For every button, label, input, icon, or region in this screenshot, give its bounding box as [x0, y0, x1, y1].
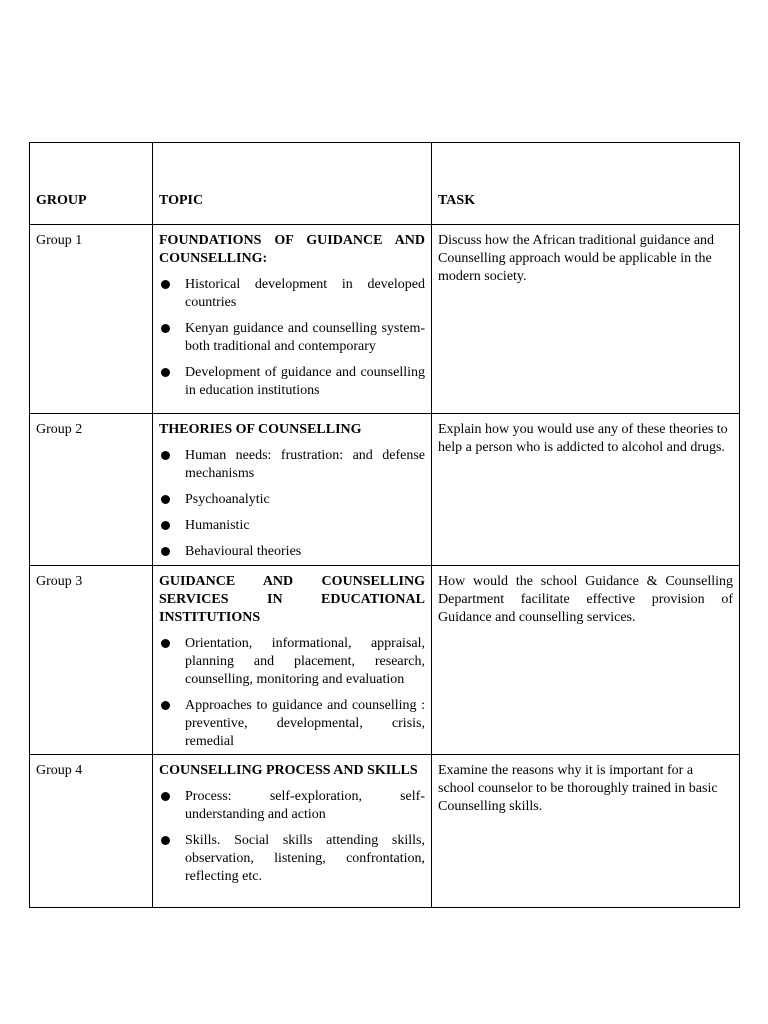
bullet-text: Kenyan guidance and counselling system- both traditional and contemporary	[185, 321, 425, 354]
list-item	[159, 517, 425, 535]
bullet-text: Historical development in developed countries	[185, 277, 425, 310]
topic-cell	[153, 755, 432, 908]
group-cell	[30, 414, 153, 566]
table-row	[30, 566, 740, 755]
list-item	[159, 491, 425, 509]
topic-cell	[153, 225, 432, 414]
task-cell	[432, 225, 740, 414]
task-cell	[432, 566, 740, 755]
bullet-dot-icon	[161, 792, 170, 801]
bullet-text: Development of guidance and counselling in education institutions	[185, 365, 425, 398]
bullet-dot-icon	[161, 368, 170, 377]
group-label: Group 4	[36, 763, 83, 778]
topic-bullet-list	[159, 788, 425, 886]
bullet-text: Behavioural theories	[185, 544, 302, 559]
bullet-dot-icon	[161, 324, 170, 333]
group-label: Group 2	[36, 422, 83, 437]
bullet-dot-icon	[161, 639, 170, 648]
list-item	[159, 788, 425, 824]
bullet-text: Humanistic	[185, 518, 250, 533]
topic-bullet-list	[159, 635, 425, 751]
list-item	[159, 320, 425, 356]
header-group: GROUP	[30, 143, 153, 225]
header-topic: TOPIC	[153, 143, 432, 225]
group-assignment-table	[29, 142, 740, 908]
topic-cell	[153, 414, 432, 566]
task-text: Discuss how the African traditional guidance and Counselling approach would be applicable in the modern society.	[438, 233, 715, 284]
table-row	[30, 225, 740, 414]
task-cell	[432, 414, 740, 566]
bullet-dot-icon	[161, 836, 170, 845]
list-item	[159, 276, 425, 312]
group-cell	[30, 566, 153, 755]
bullet-text: Orientation, informational, appraisal, planning and placement, research, counselling, monitoring and evaluation	[185, 636, 425, 687]
group-label: Group 3	[36, 574, 83, 589]
bullet-text: Approaches to guidance and counselling : preventive, developmental, crisis, remedial	[185, 698, 425, 749]
group-label: Group 1	[36, 233, 83, 248]
topic-title: FOUNDATIONS OF GUIDANCE AND COUNSELLING:	[159, 233, 425, 266]
table-header-row	[30, 143, 740, 225]
list-item	[159, 364, 425, 400]
topic-title: THEORIES OF COUNSELLING	[159, 422, 362, 437]
group-cell	[30, 225, 153, 414]
bullet-dot-icon	[161, 451, 170, 460]
group-cell	[30, 755, 153, 908]
bullet-dot-icon	[161, 701, 170, 710]
task-cell	[432, 755, 740, 908]
topic-bullet-list	[159, 447, 425, 561]
bullet-dot-icon	[161, 521, 170, 530]
bullet-text: Psychoanalytic	[185, 492, 270, 507]
header-task: TASK	[432, 143, 740, 225]
topic-title: COUNSELLING PROCESS AND SKILLS	[159, 763, 418, 778]
list-item	[159, 635, 425, 689]
topic-cell	[153, 566, 432, 755]
bullet-text: Skills. Social skills attending skills, observation, listening, confrontation, reflecting etc.	[185, 833, 425, 884]
bullet-text: Process: self-exploration, self-understanding and action	[185, 789, 425, 822]
bullet-dot-icon	[161, 495, 170, 504]
task-text: Explain how you would use any of these theories to help a person who is addicted to alcohol and drugs.	[438, 422, 728, 455]
list-item	[159, 832, 425, 886]
bullet-dot-icon	[161, 280, 170, 289]
topic-title: GUIDANCE AND COUNSELLING SERVICES IN EDUCATIONAL INSTITUTIONS	[159, 574, 425, 625]
topic-bullet-list	[159, 276, 425, 400]
table-row	[30, 414, 740, 566]
list-item	[159, 697, 425, 751]
list-item	[159, 447, 425, 483]
table-row	[30, 755, 740, 908]
bullet-dot-icon	[161, 547, 170, 556]
list-item	[159, 543, 425, 561]
bullet-text: Human needs: frustration: and defense mechanisms	[185, 448, 425, 481]
task-text: How would the school Guidance & Counselling Department facilitate effective provision of Guidance and counselling services.	[438, 574, 733, 625]
task-text: Examine the reasons why it is important for a school counselor to be thoroughly trained in basic Counselling skills.	[438, 763, 718, 814]
